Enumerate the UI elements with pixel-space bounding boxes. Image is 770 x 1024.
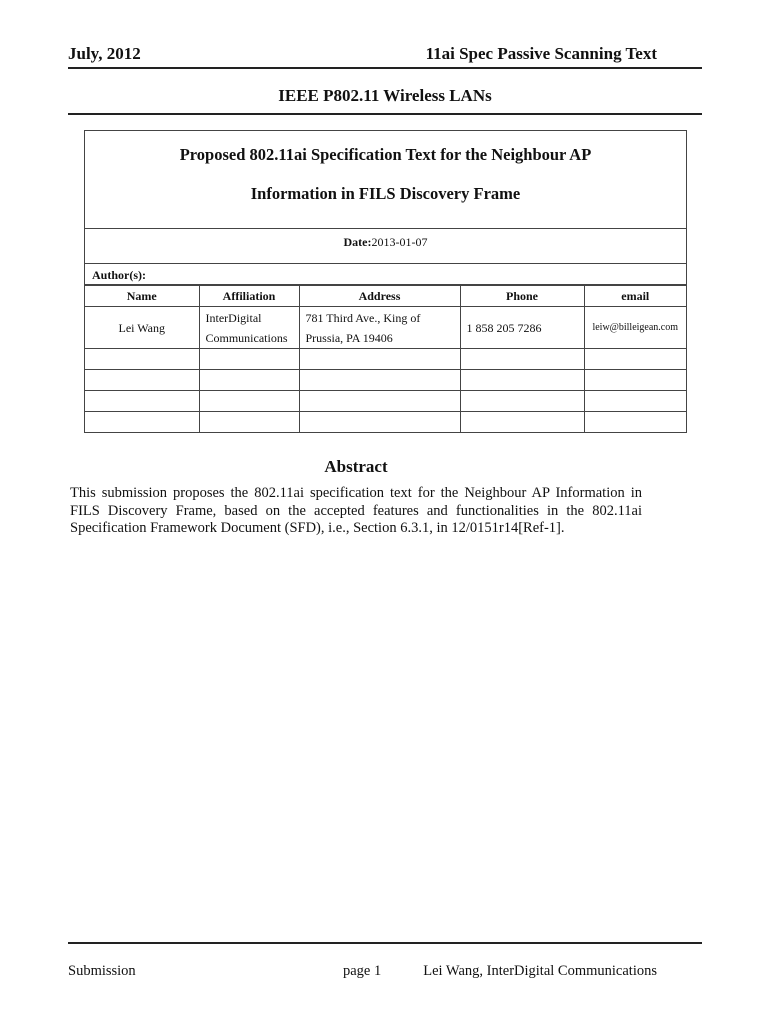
author-affiliation xyxy=(199,307,299,349)
footer-submission: Submission xyxy=(68,963,136,979)
table-row xyxy=(85,349,686,370)
address-line2: Prussia, PA 19406 xyxy=(305,330,393,345)
date-label: Date: xyxy=(343,235,372,249)
footer-author: Lei Wang, InterDigital Communications xyxy=(423,963,657,979)
table-row xyxy=(85,370,686,391)
document-title-line1: Proposed 802.11ai Specification Text for the Neighbour AP xyxy=(179,145,592,164)
header-rule xyxy=(68,67,702,69)
header-date: July, 2012 xyxy=(68,44,141,63)
authors-table xyxy=(85,285,686,432)
affiliation-line1: InterDigital xyxy=(205,310,262,325)
header-doc-title: 11ai Spec Passive Scanning Text xyxy=(425,44,657,63)
author-phone: 1 858 205 7286 xyxy=(460,307,584,349)
affiliation-line2: Communications xyxy=(205,330,288,345)
cover-box xyxy=(84,130,687,433)
table-row xyxy=(85,412,686,433)
address-line1: 781 Third Ave., King of xyxy=(305,310,421,325)
footer-page-number: page 1 xyxy=(343,963,382,979)
author-name: Lei Wang xyxy=(85,307,199,349)
footer-rule xyxy=(68,942,702,944)
column-header-email: email xyxy=(584,286,686,307)
date-value: 2013-01-07 xyxy=(371,235,428,249)
document-title-line2: Information in FILS Discovery Frame xyxy=(250,184,521,203)
authors-header-row xyxy=(85,286,686,307)
title-cell xyxy=(85,131,686,229)
date-cell xyxy=(85,229,686,264)
column-header-affiliation: Affiliation xyxy=(199,286,299,307)
header-rule-bottom xyxy=(68,113,702,115)
authors-label: Author(s): xyxy=(85,264,686,285)
abstract-heading: Abstract xyxy=(324,457,388,476)
column-header-address: Address xyxy=(299,286,460,307)
column-header-name: Name xyxy=(85,286,199,307)
table-row xyxy=(85,307,686,349)
author-address xyxy=(299,307,460,349)
organization-title: IEEE P802.11 Wireless LANs xyxy=(278,86,492,105)
abstract-text: This submission proposes the 802.11ai specification text for the Neighbour AP Information in FILS Discovery Frame, based on the accepted features and functionalities in the 802.11ai Specification Framework Document (SFD), i.e., Section 6.3.1, in 12/0151r14[Ref-1]. xyxy=(70,485,642,536)
column-header-phone: Phone xyxy=(460,286,584,307)
table-row xyxy=(85,391,686,412)
author-email: leiw@billeigean.com xyxy=(584,307,686,349)
